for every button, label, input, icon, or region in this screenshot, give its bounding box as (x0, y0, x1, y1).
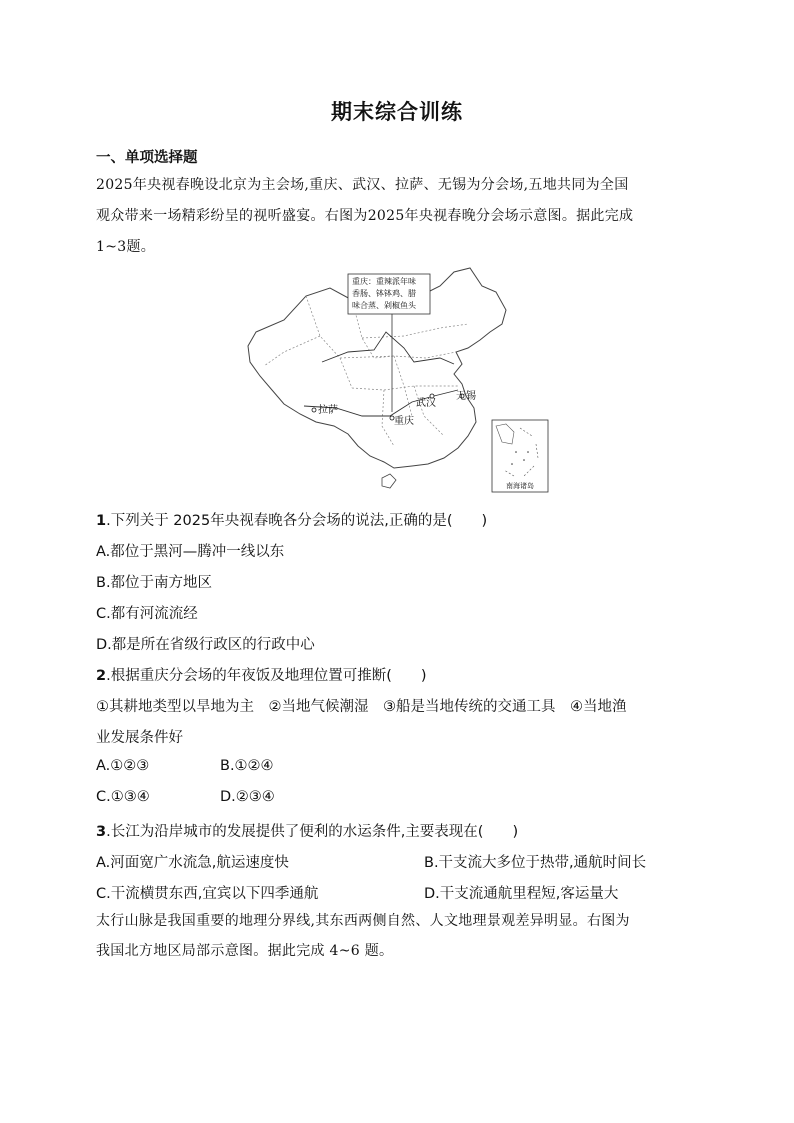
wuhan-label: 武汉 (416, 398, 436, 409)
question-3-option-b[interactable]: B.干支流大多位于热带,通航时间长 (424, 855, 647, 871)
question-1-option-c[interactable]: C.都有河流流经 (96, 606, 198, 622)
hainan-island (382, 474, 396, 488)
question-2-stem (96, 664, 427, 685)
question-2-option-c[interactable]: C.①③④ (96, 789, 150, 805)
question-3-stem (96, 820, 518, 841)
intro-paragraph-1 (96, 170, 696, 263)
intro-2-line-1: 太行山脉是我国重要的地理分界线,其东西两侧自然、人文地理景观差异明显。右图为 (96, 913, 630, 929)
question-1-option-b[interactable]: B.都位于南方地区 (96, 575, 213, 591)
question-3-option-d[interactable]: D.干支流通航里程短,客运量大 (424, 886, 619, 902)
question-2-option-d[interactable]: D.②③④ (220, 789, 275, 805)
chongqing-label: 重庆 (394, 416, 414, 427)
question-1-option-d[interactable]: D.都是所在省级行政区的行政中心 (96, 637, 315, 653)
question-3-text: .长江为沿岸城市的发展提供了便利的水运条件,主要表现在( ) (106, 824, 519, 840)
wuxi-label: 无锡 (456, 391, 476, 402)
question-3-option-a[interactable]: A.河面宽广水流急,航运速度快 (96, 855, 289, 871)
intro-paragraph-2 (96, 906, 696, 966)
province-boundaries (264, 296, 468, 446)
lhasa-marker (312, 408, 316, 412)
intro-2-line-2: 我国北方地区局部示意图。据此完成 4~6 题。 (96, 943, 394, 959)
intro-1-line-1: 2025年央视春晚设北京为主会场,重庆、武汉、拉萨、无锡为分会场,五地共同为全国 (96, 177, 629, 193)
section-heading: 一、单项选择题 (96, 150, 198, 166)
intro-1-line-2: 观众带来一场精彩纷呈的视听盛宴。右图为2025年央视春晚分会场示意图。据此完成 (96, 208, 634, 224)
callout-line-1: 重庆：重辣派年味 (352, 277, 416, 286)
question-2-text: .根据重庆分会场的年夜饭及地理位置可推断( ) (106, 668, 427, 684)
question-2-number: 2 (96, 668, 107, 684)
question-1-stem (96, 509, 487, 530)
intro-1-line-3: 1~3题。 (96, 239, 156, 255)
china-map-figure (244, 266, 552, 496)
question-2-option-a[interactable]: A.①②③ (96, 758, 150, 774)
page-title: 期末综合训练 (331, 100, 463, 124)
question-2-statements-line-2: 业发展条件好 (96, 730, 183, 746)
yellow-river (322, 332, 454, 364)
question-2-option-b[interactable]: B.①②④ (220, 758, 274, 774)
question-3-option-c[interactable]: C.干流横贯东西,宜宾以下四季通航 (96, 886, 319, 902)
callout-line-3: 味合蒸、剁椒鱼头 (352, 301, 416, 310)
question-1-option-a[interactable]: A.都位于黑河—腾冲一线以东 (96, 544, 285, 560)
question-1-number: 1 (96, 513, 107, 529)
china-map (244, 266, 552, 496)
callout-line-2: 香肠、钵钵鸡、腊 (352, 289, 416, 298)
question-2-statements-line-1: ①其耕地类型以旱地为主 ②当地气候潮湿 ③船是当地传统的交通工具 ④当地渔 (96, 699, 627, 715)
question-1-text: .下列关于 2025年央视春晚各分会场的说法,正确的是( ) (106, 513, 488, 529)
question-3-number: 3 (96, 824, 107, 840)
lhasa-label: 拉萨 (318, 405, 338, 416)
inset-label: 南海诸岛 (506, 482, 534, 490)
